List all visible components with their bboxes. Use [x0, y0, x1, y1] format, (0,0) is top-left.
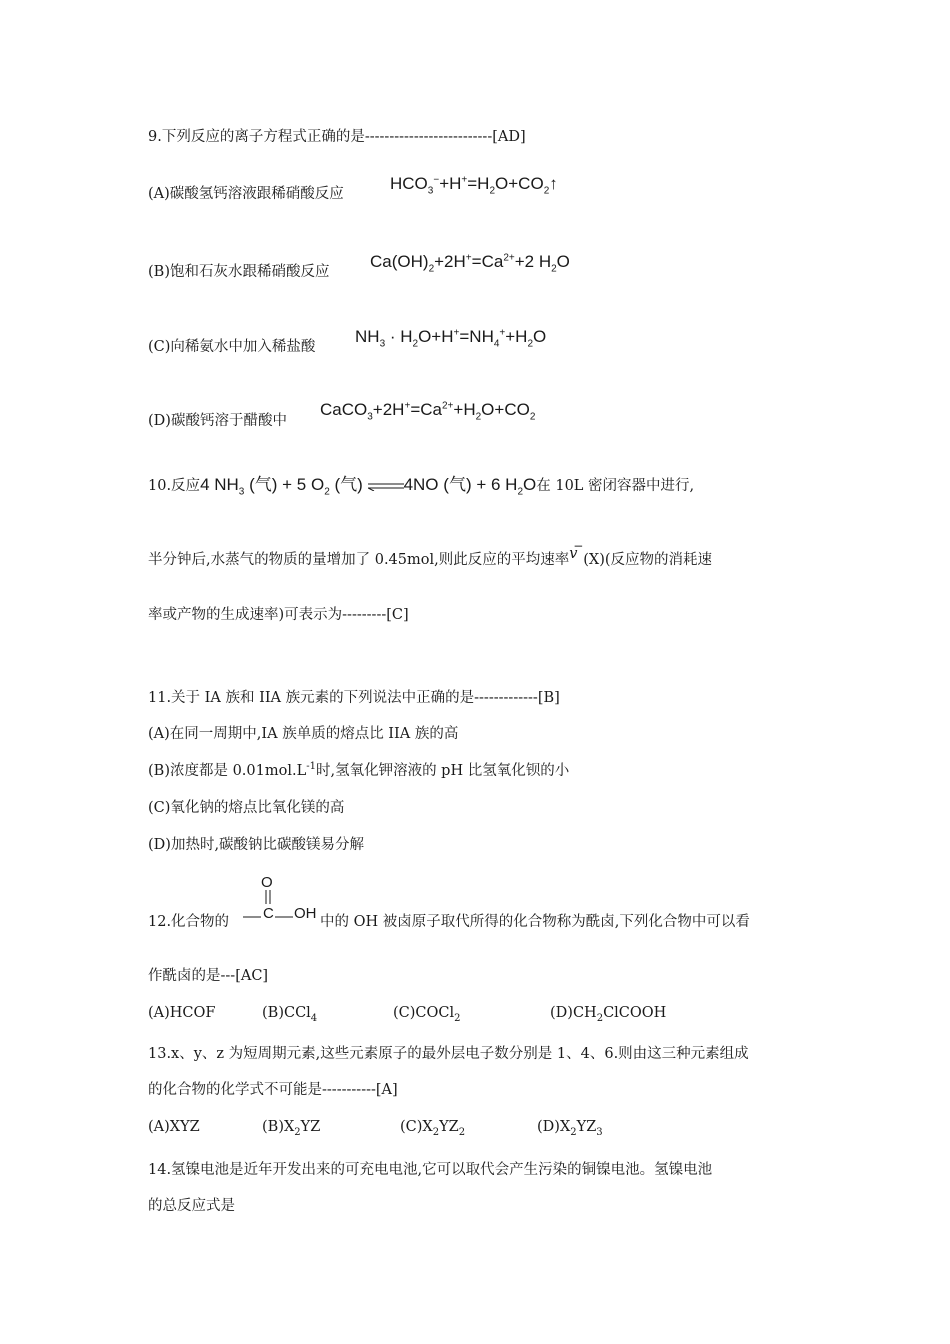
q11-option-c: (C)氧化钠的熔点比氧化镁的高	[148, 800, 345, 816]
q9-option-c-label: (C)向稀氨水中加入稀盐酸	[148, 339, 316, 355]
reaction-equilibrium-arrow-icon	[368, 481, 404, 491]
q10-prefix: 10.反应	[148, 478, 201, 494]
q12-prefix: 12.化合物的	[148, 914, 230, 930]
q10-suffix: 在 10L 密闭容器中进行,	[536, 478, 695, 494]
average-rate-v-bar: − v	[569, 539, 584, 562]
q12-option-b: (B)CCl$_4$	[262, 1005, 318, 1024]
q13-option-d: $(D)X_2YZ_3$	[537, 1119, 603, 1138]
q9-option-c-equation: $NH_3 \cdot H_2O+H^+=NH_4^++H_2O$	[355, 327, 547, 350]
q9-option-d-label: (D)碳酸钙溶于醋酸中	[148, 413, 287, 429]
q11-stem: 11.关于 IA 族和 IIA 族元素的下列说法中正确的是-------------[B]	[148, 690, 560, 706]
q14-line2: 的总反应式是	[148, 1198, 235, 1214]
q11-option-b: (B)浓度都是 $0.01mol.L^{-1}$时,氢氧化钾溶液的 pH 比氢氧化钡的小	[148, 761, 570, 779]
q12-option-a: (A)HCOF	[148, 1005, 216, 1021]
q13-line2: 的化合物的化学式不可能是-----------[A]	[148, 1082, 398, 1098]
q13-option-c: $(C)X_2YZ_2$	[400, 1119, 466, 1138]
q9-option-a-label: (A)碳酸氢钙溶液跟稀硝酸反应	[148, 186, 344, 202]
q12-option-d: $(D)CH_2ClCOOH$	[550, 1005, 667, 1024]
q11-option-d: (D)加热时,碳酸钠比碳酸镁易分解	[148, 837, 365, 853]
double-bond-icon	[262, 890, 274, 904]
q12-line2: 作酰卤的是---[AC]	[148, 968, 269, 984]
q10-equation: 4 $NH_3$ (气) + 5 $O_2$ (气) 4NO (气) + 6 $H_2O$	[200, 475, 537, 498]
q13-line1: 13.x、y、z 为短周期元素,这些元素原子的最外层电子数分别是 1、4、6.则由这三种元素组成	[148, 1046, 749, 1062]
q13-option-a: (A)XYZ	[148, 1119, 200, 1135]
q9-option-a-equation: $HCO_3^-+H^+=H_2O+CO_2↑$	[390, 174, 558, 197]
q10-line2: 半分钟后,水蒸气的物质的量增加了 0.45mol,则此反应的平均速率 − v (X)(反应物的消耗速	[148, 539, 713, 568]
q12-suffix: 中的 OH 被卤原子取代所得的化合物称为酰卤,下列化合物中可以看	[320, 914, 750, 930]
q10-line3: 率或产物的生成速率)可表示为---------[C]	[148, 607, 409, 623]
q12-option-c: (C)COCl$_2$	[393, 1005, 461, 1024]
q9-option-d-equation: $CaCO_3+2H^+=Ca^{2+}+H_2O+CO_2$	[320, 400, 536, 423]
q9-option-b-label: (B)饱和石灰水跟稀硝酸反应	[148, 264, 330, 280]
single-bond-left-icon	[243, 915, 261, 919]
q11-option-a: (A)在同一周期中,IA 族单质的熔点比 IIA 族的高	[148, 726, 459, 742]
single-bond-right-icon	[275, 915, 293, 919]
q9-stem: 9.下列反应的离子方程式正确的是--------------------------[AD]	[148, 129, 526, 145]
q9-option-b-equation: $Ca(OH)_2+2H^+=Ca^{2+}+2$ $H_2O$	[370, 252, 570, 275]
q13-option-b: $(B)X_2YZ$	[262, 1119, 321, 1138]
q10-line1	[148, 475, 694, 496]
q14-line1: 14.氢镍电池是近年开发出来的可充电电池,它可以取代会产生污染的铜镍电池。氢镍电池	[148, 1162, 713, 1178]
